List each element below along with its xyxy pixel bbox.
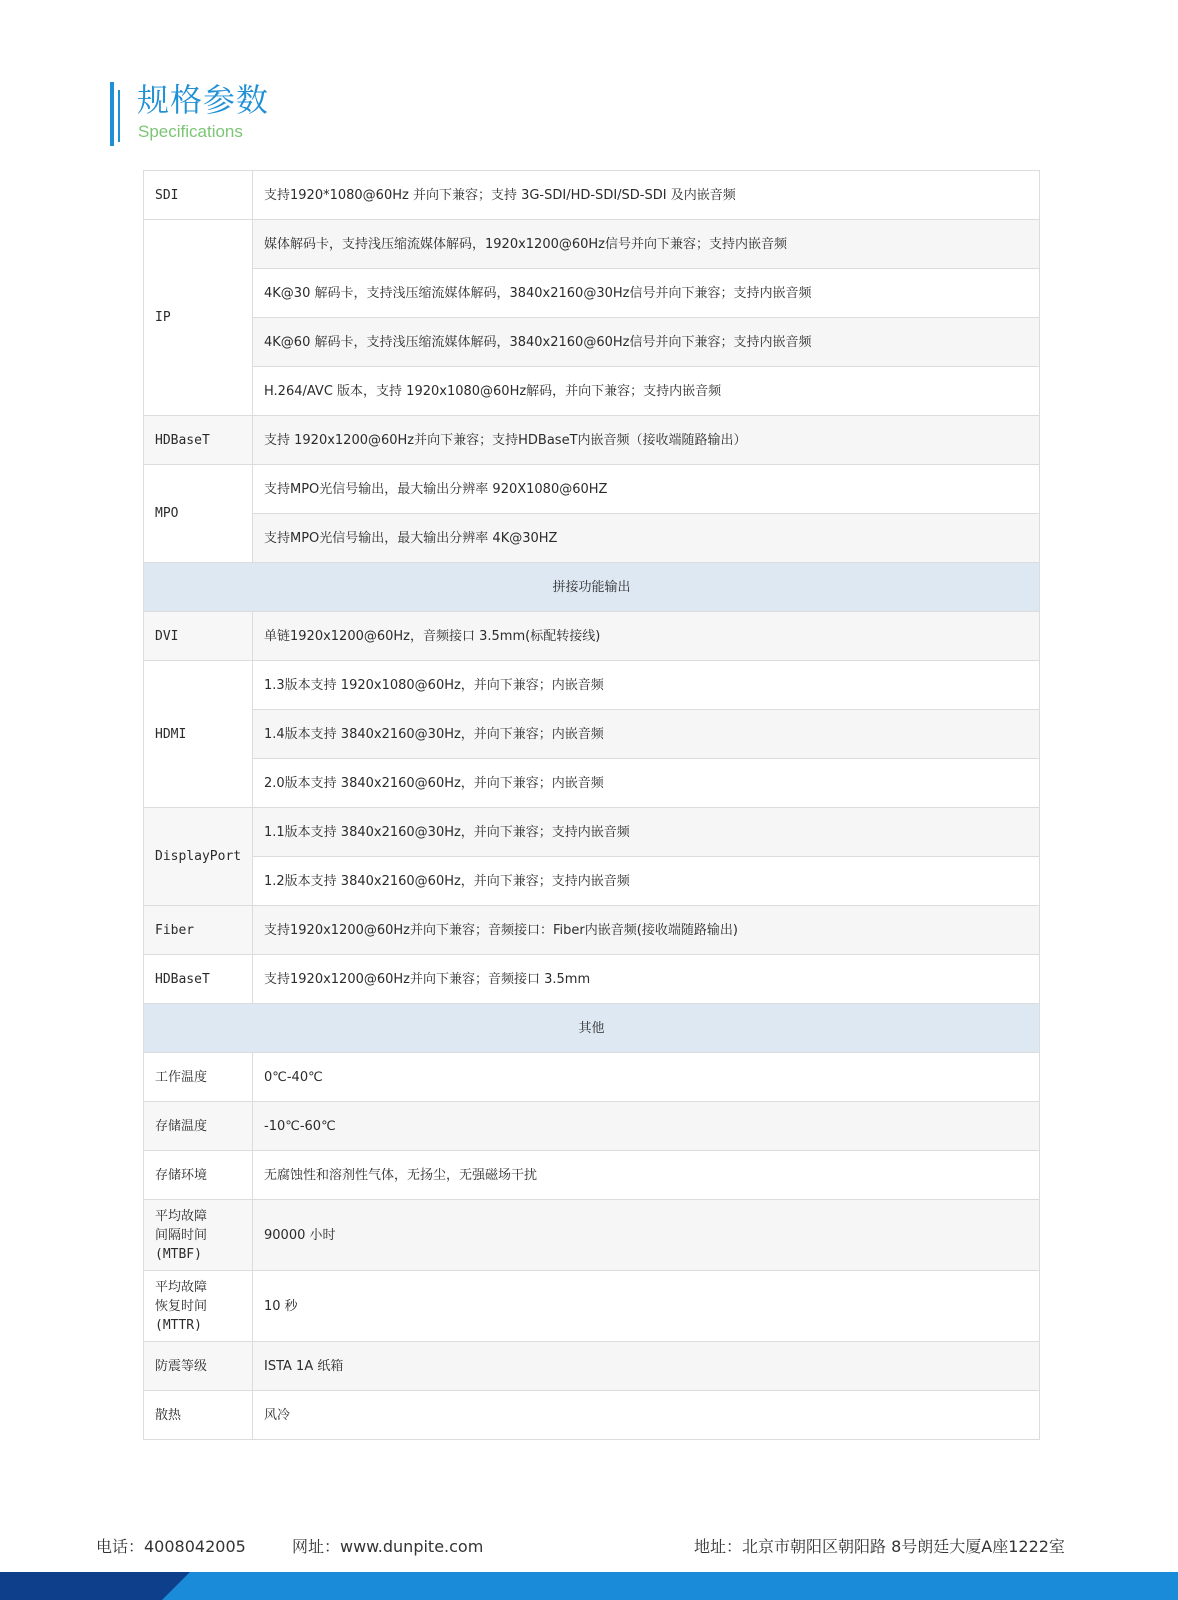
table-row [144,269,1040,318]
table-row [144,1151,1040,1200]
table-row [144,759,1040,808]
row-value: 4K@60 解码卡，支持浅压缩流媒体解码，3840x2160@60Hz信号并向下兼容；支持内嵌音频 [253,318,1040,367]
row-label-st-temp: 存储温度 [144,1102,253,1151]
section-heading-other: 其他 [144,1004,1040,1053]
row-value: 1.1版本支持 3840x2160@30Hz，并向下兼容；支持内嵌音频 [253,808,1040,857]
row-value: 0℃-40℃ [253,1053,1040,1102]
row-value: 1.2版本支持 3840x2160@60Hz，并向下兼容；支持内嵌音频 [253,857,1040,906]
row-label-hdbaset-out: HDBaseT [144,955,253,1004]
header-accent-bar [110,82,114,146]
footer-band [0,1572,1178,1600]
row-label-mpo: MPO [144,465,253,563]
row-value: 支持1920*1080@60Hz 并向下兼容；支持 3G-SDI/HD-SDI/SD-SDI 及内嵌音频 [253,171,1040,220]
row-label-shock: 防震等级 [144,1342,253,1391]
table-row [144,612,1040,661]
row-value: 单链1920x1200@60Hz，音频接口 3.5mm(标配转接线) [253,612,1040,661]
row-value: 风冷 [253,1391,1040,1440]
table-row [144,857,1040,906]
footer-address: 地址：北京市朝阳区朝阳路 8号朗廷大厦A座1222室 [694,1537,1065,1556]
row-value: 支持MPO光信号输出，最大输出分辨率 4K@30HZ [253,514,1040,563]
row-value: 2.0版本支持 3840x2160@60Hz，并向下兼容；内嵌音频 [253,759,1040,808]
header-accent-bar-thin [118,90,120,142]
row-label-fiber: Fiber [144,906,253,955]
table-row [144,1102,1040,1151]
table-row [144,171,1040,220]
row-label-hdmi: HDMI [144,661,253,808]
table-row [144,220,1040,269]
section-row [144,563,1040,612]
row-label-displayport: DisplayPort [144,808,253,906]
table-row [144,1271,1040,1342]
label-line: 间隔时间 [155,1227,208,1243]
table-row [144,808,1040,857]
table-row [144,1342,1040,1391]
row-value: H.264/AVC 版本，支持 1920x1080@60Hz解码，并向下兼容；支持内嵌音频 [253,367,1040,416]
table-row [144,318,1040,367]
table-row [144,661,1040,710]
row-label-ip: IP [144,220,253,416]
label-line: (MTTR) [155,1317,202,1333]
row-value: 支持1920x1200@60Hz并向下兼容；音频接口：Fiber内嵌音频(接收端随路输出) [253,906,1040,955]
label-line: (MTBF) [155,1246,202,1262]
table-row [144,416,1040,465]
row-value: 支持MPO光信号输出，最大输出分辨率 920X1080@60HZ [253,465,1040,514]
table-row [144,1200,1040,1271]
row-value: 1.3版本支持 1920x1080@60Hz，并向下兼容；内嵌音频 [253,661,1040,710]
table-row [144,955,1040,1004]
row-label-mttr [144,1271,253,1342]
row-label-cooling: 散热 [144,1391,253,1440]
row-value: 90000 小时 [253,1200,1040,1271]
footer-band-dark [0,1572,190,1600]
spec-table [143,170,1040,1440]
row-label-hdbaset: HDBaseT [144,416,253,465]
row-value: 支持 1920x1200@60Hz并向下兼容；支持HDBaseT内嵌音频（接收端随路输出） [253,416,1040,465]
table-row [144,514,1040,563]
row-value: 媒体解码卡，支持浅压缩流媒体解码，1920x1200@60Hz信号并向下兼容；支持内嵌音频 [253,220,1040,269]
row-value: 10 秒 [253,1271,1040,1342]
label-line: 恢复时间 [155,1298,208,1314]
table-row [144,367,1040,416]
section-row [144,1004,1040,1053]
row-value: 支持1920x1200@60Hz并向下兼容；音频接口 3.5mm [253,955,1040,1004]
row-label-op-temp: 工作温度 [144,1053,253,1102]
row-value: ISTA 1A 纸箱 [253,1342,1040,1391]
row-value: 1.4版本支持 3840x2160@30Hz，并向下兼容；内嵌音频 [253,710,1040,759]
table-row [144,1053,1040,1102]
row-value: 无腐蚀性和溶剂性气体，无扬尘，无强磁场干扰 [253,1151,1040,1200]
label-line: 平均故障 [155,1208,208,1224]
table-row [144,465,1040,514]
row-label-sdi: SDI [144,171,253,220]
table-row [144,710,1040,759]
section-heading-output: 拼接功能输出 [144,563,1040,612]
page-title: 规格参数 [137,81,270,119]
label-line: 平均故障 [155,1279,208,1295]
footer-website: 网址：www.dunpite.com [292,1537,484,1556]
row-label-dvi: DVI [144,612,253,661]
table-row [144,906,1040,955]
row-value: 4K@30 解码卡，支持浅压缩流媒体解码，3840x2160@30Hz信号并向下兼容；支持内嵌音频 [253,269,1040,318]
row-label-st-env: 存储环境 [144,1151,253,1200]
row-label-mtbf [144,1200,253,1271]
page-subtitle: Specifications [138,122,243,141]
footer-phone: 电话：4008042005 [96,1537,246,1556]
row-value: -10℃-60℃ [253,1102,1040,1151]
table-row [144,1391,1040,1440]
